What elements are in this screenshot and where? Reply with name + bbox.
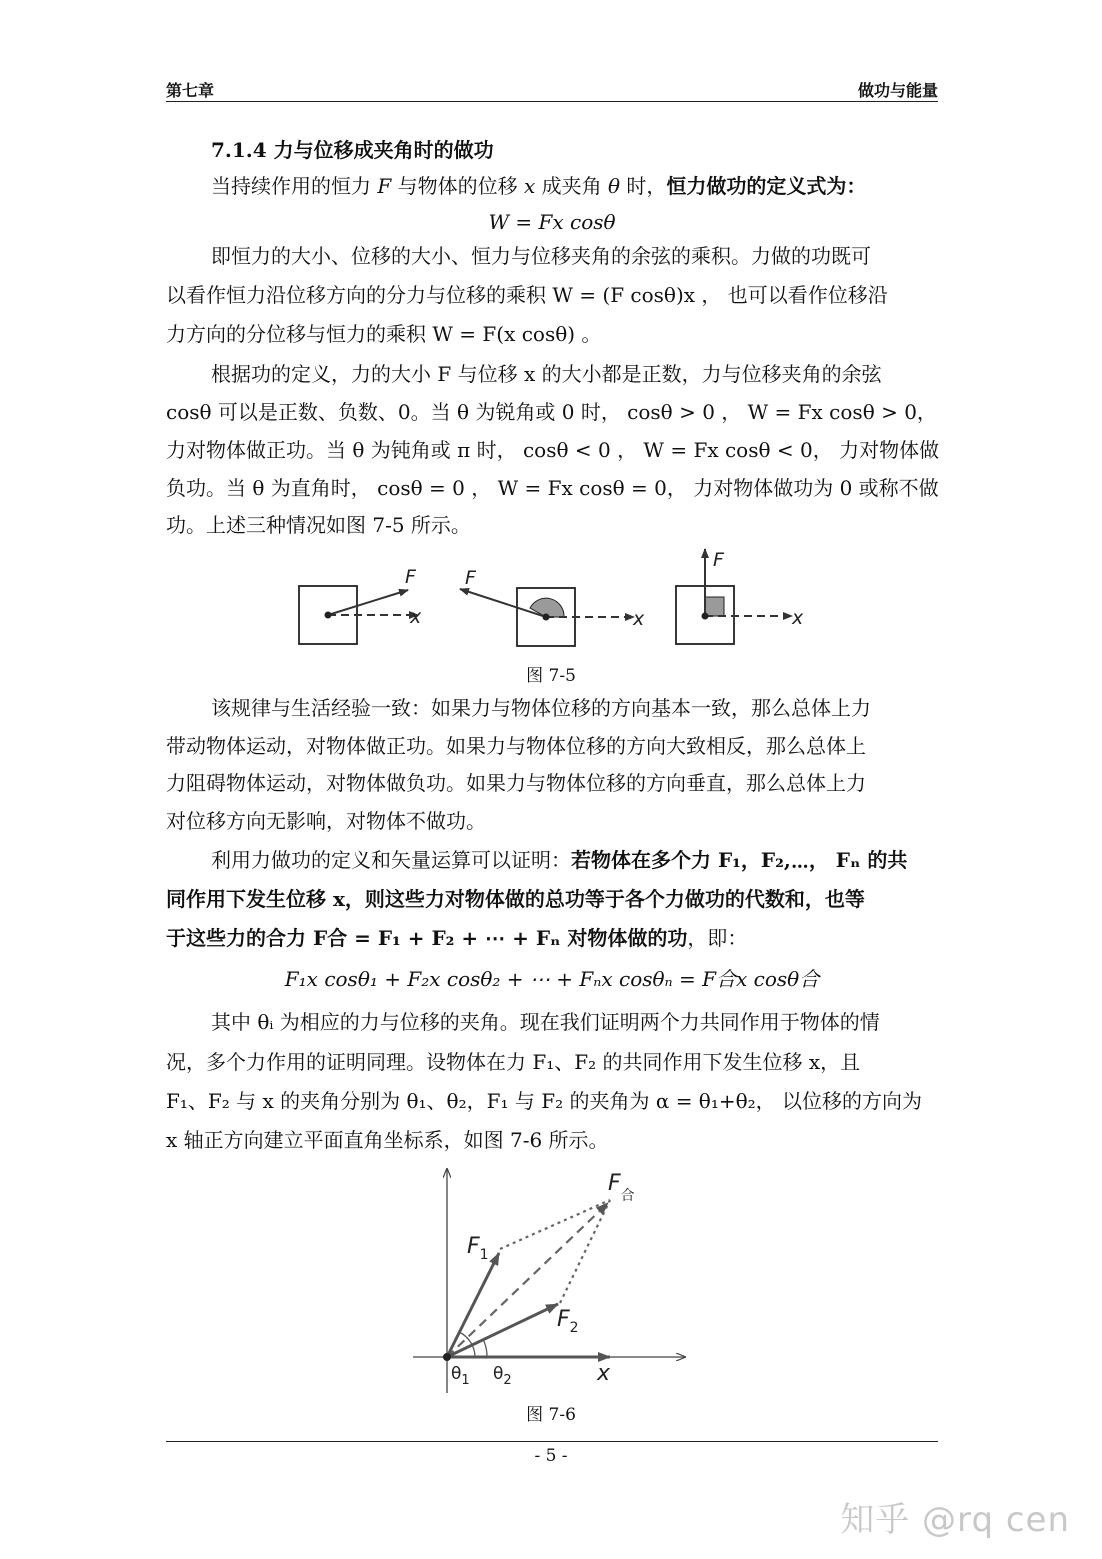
- page-number: - 5 -: [534, 1446, 568, 1466]
- p2-line-2: 以看作恒力沿位移方向的分力与位移的乘积 W = (F cosθ)x ， 也可以看作位移沿: [166, 283, 888, 307]
- p5-line-1: [211, 846, 938, 874]
- p6-line-1: 其中 θᵢ 为相应的力与位移的夹角。现在我们证明两个力共同作用于物体的情: [211, 1010, 880, 1034]
- p6-line-2: 况，多个力作用的证明同理。设物体在力 F₁、F₂ 的共同作用下发生位移 x，且: [166, 1050, 861, 1074]
- x-label: x: [597, 1361, 611, 1386]
- force-label-2: F: [465, 567, 476, 589]
- paragraph-1: [211, 172, 938, 200]
- parallelogram-side-2: [560, 1200, 610, 1303]
- p5-line-3: [166, 924, 938, 952]
- theta1-label: $\theta_1$: [451, 1364, 470, 1388]
- header-rule: [166, 101, 938, 102]
- p1-var-theta: θ: [607, 174, 621, 198]
- p3-line-5: 功。上述三种情况如图 7-5 所示。: [166, 513, 471, 537]
- p5-bold-3: 于这些力的合力 F合 = F₁ + F₂ + ⋯ + Fₙ 对物体做的功: [166, 926, 688, 950]
- chapter-label: 第七章: [166, 81, 215, 100]
- p1-bold-text: 恒力做功的定义式为：: [666, 174, 867, 198]
- watermark: 知乎 @rq cen: [840, 1500, 1070, 1540]
- equation-work-text: W = Fx cosθ: [488, 210, 616, 234]
- p1-var-F: F: [377, 174, 392, 198]
- equation-sum: [166, 965, 938, 993]
- p3-line-4: 负功。当 θ 为直角时， cosθ = 0 ， W = Fx cosθ = 0， 力对物体做功为 0 或称不做: [166, 476, 939, 500]
- p2-line-1: 即恒力的大小、位移的大小、恒力与位移夹角的余弦的乘积。力做的功既可: [211, 244, 871, 268]
- footer-rule: [166, 1441, 938, 1442]
- disp-label-3: x: [792, 607, 804, 629]
- p5-text: 利用力做功的定义和矢量运算可以证明：: [211, 848, 571, 872]
- parallelogram-side-1: [500, 1200, 610, 1249]
- p6-line-4: x 轴正方向建立平面直角坐标系，如图 7-6 所示。: [166, 1128, 609, 1152]
- figure-7-6-caption: 图 7-6: [526, 1405, 576, 1425]
- section-title: 7.1.4 力与位移成夹角时的做功: [211, 138, 494, 162]
- pivot-dot-3: [702, 613, 709, 620]
- figure-7-5-caption: 图 7-5: [526, 666, 576, 686]
- p5-text-3: ，即：: [687, 926, 748, 950]
- F2-label: $F_2$: [557, 1307, 579, 1336]
- force-label-1: F: [405, 566, 416, 588]
- p4-line-3: 力阻碍物体运动，对物体做负功。如果力与物体位移的方向垂直，那么总体上力: [166, 771, 866, 795]
- p1-text-d: 时，: [620, 174, 667, 198]
- right-angle-mark: [705, 597, 724, 616]
- p4-line-4: 对位移方向无影响，对物体不做功。: [166, 809, 486, 833]
- pivot-dot-1: [325, 612, 332, 619]
- figure-7-5: [290, 545, 850, 655]
- force-label-3: F: [713, 549, 724, 571]
- figure-7-6: [405, 1163, 695, 1393]
- F1-vector: [447, 1253, 499, 1357]
- F1-label: $F_1$: [467, 1234, 489, 1263]
- force-arrow-1: [328, 590, 408, 615]
- origin-dot: [443, 1353, 451, 1361]
- p3-line-2: cosθ 可以是正数、负数、0。当 θ 为锐角或 0 时， cosθ > 0 ， W = Fx cosθ > 0，: [166, 400, 937, 424]
- p5-bold-1: 若物体在多个力 F₁，F₂,⋯， Fₙ 的共: [571, 848, 908, 872]
- Fres-label: $F_合$: [608, 1171, 635, 1204]
- p5-line-2: 同作用下发生位移 x，则这些力对物体做的总功等于各个力做功的代数和，也等: [166, 887, 865, 911]
- p1-text-a: 当持续作用的恒力: [211, 174, 378, 198]
- F2-vector: [447, 1304, 558, 1357]
- p2-line-3: 力方向的分位移与恒力的乘积 W = F(x cosθ) 。: [166, 322, 602, 346]
- resultant-vector: [447, 1203, 608, 1357]
- p1-text-c: 成夹角: [535, 174, 608, 198]
- equation-work: [166, 208, 938, 236]
- p1-var-x: x: [523, 174, 536, 198]
- disp-label-2: x: [633, 608, 645, 630]
- p6-line-3: F₁、F₂ 与 x 的夹角分别为 θ₁、θ₂，F₁ 与 F₂ 的夹角为 α = θ₁+θ₂， 以位移的方向为: [166, 1089, 923, 1113]
- p3-line-1: 根据功的定义，力的大小 F 与位移 x 的大小都是正数，力与位移夹角的余弦: [211, 362, 882, 386]
- equation-sum-text: F₁x cosθ₁ + F₂x cosθ₂ + ⋯ + Fₙx cosθₙ = F合x cosθ合: [284, 967, 820, 991]
- chapter-title: 做功与能量: [857, 81, 938, 100]
- p4-line-1: 该规律与生活经验一致：如果力与物体位移的方向基本一致，那么总体上力: [211, 696, 871, 720]
- pivot-dot-2: [543, 614, 550, 621]
- p3-line-3: 力对物体做正功。当 θ 为钝角或 π 时， cosθ < 0 ， W = Fx cosθ < 0， 力对物体做: [166, 438, 940, 462]
- theta2-label: $\theta_2$: [493, 1364, 512, 1388]
- angle-arc-theta2: [483, 1339, 487, 1357]
- p4-line-2: 带动物体运动，对物体做正功。如果力与物体位移的方向大致相反，那么总体上: [166, 734, 866, 758]
- p1-text-b: 与物体的位移: [391, 174, 524, 198]
- disp-label-1: x: [410, 606, 422, 628]
